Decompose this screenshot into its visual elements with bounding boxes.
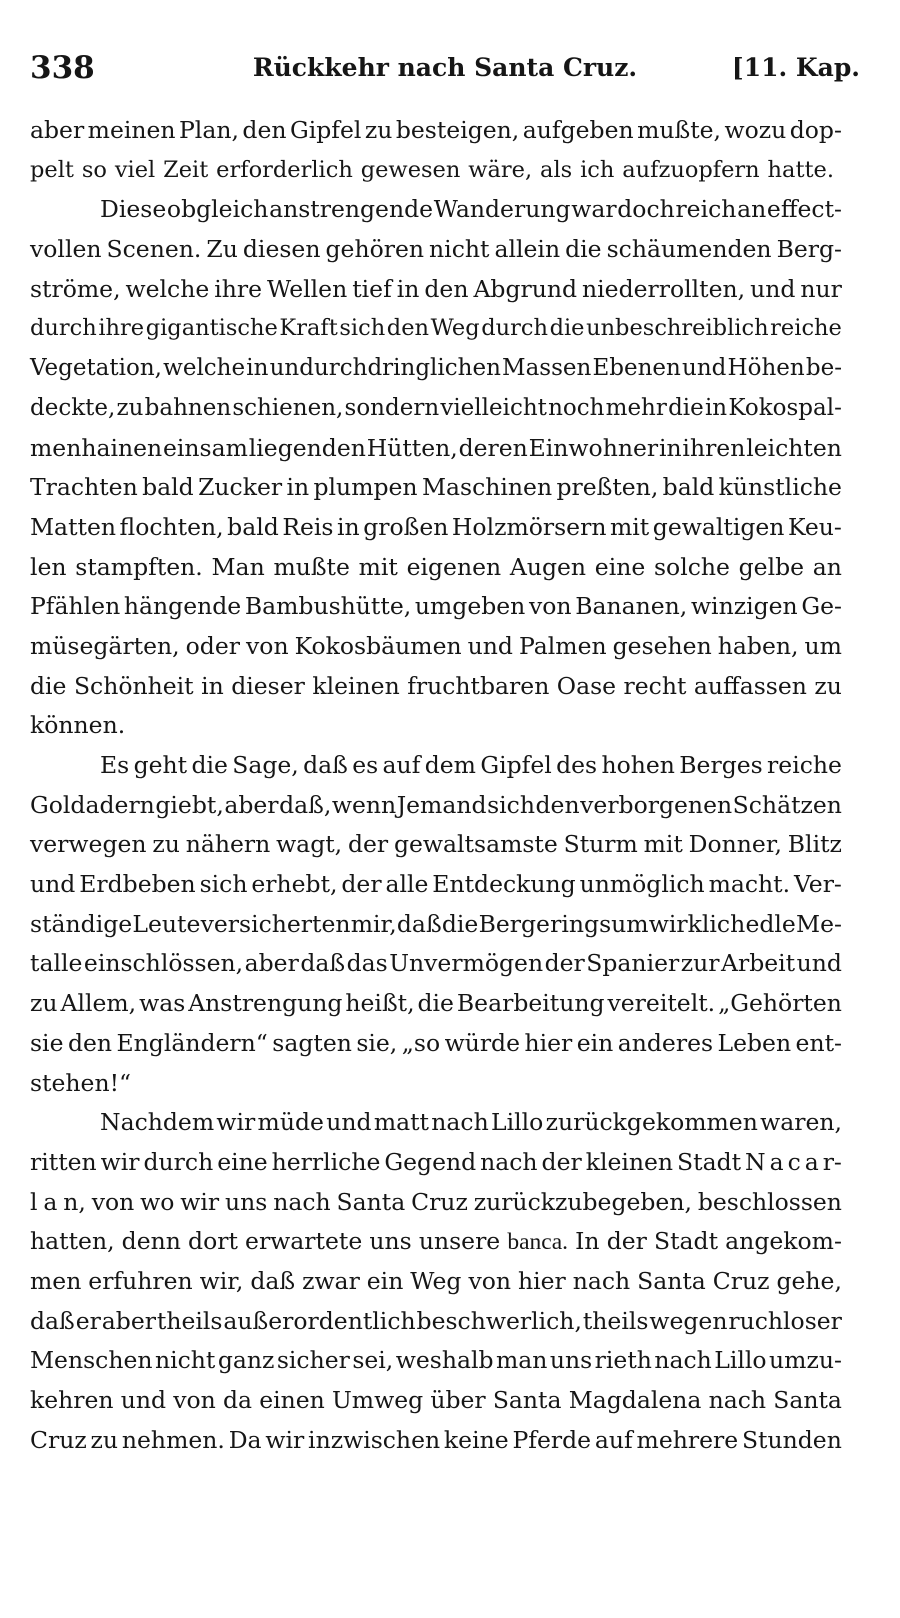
body-text xyxy=(30,111,842,1460)
text-line: men erfuhren wir, daß zwar ein Weg von hier nach Santa Cruz gehe, xyxy=(30,1266,842,1295)
text-line: ströme, welche ihre Wellen tief in den Abgrund niederrollten, und nur xyxy=(30,274,842,303)
text-line: menhainen einsam liegenden Hütten, deren Einwohner in ihren leichten xyxy=(30,433,842,462)
text-line: verwegen zu nähern wagt, der gewaltsamste Sturm mit Donner, Blitz xyxy=(30,830,842,859)
text-line: pelt so viel Zeit erforderlich gewesen wäre, als ich aufzuopfern hatte. xyxy=(30,156,835,183)
chapter-reference: [11. Kap. xyxy=(731,53,860,82)
text-line: sie den Engländern“ sagten sie, „so würde hier ein anderes Leben ent- xyxy=(30,1028,842,1057)
text-line: Vegetation, welche in undurchdringlichen Massen Ebenen und Höhen be- xyxy=(30,355,842,382)
text-line: Menschen nicht ganz sicher sei, weshalb man uns rieth nach Lillo umzu- xyxy=(30,1346,842,1375)
running-title: Rückkehr nach Santa Cruz. xyxy=(252,53,638,82)
text-line: hatten, denn dort erwartete uns unsere banca. In der Stadt angekom- xyxy=(30,1227,842,1256)
text-line: die Schönheit in dieser kleinen fruchtbaren Oase recht auffassen zu xyxy=(30,671,842,700)
page-number: 338 xyxy=(30,50,95,86)
text-line: Pfählen hängende Bambushütte, umgeben von Bananen, winzigen Ge- xyxy=(30,592,842,621)
text-line: ständige Leute versicherten mir, daß die Berge ringsum wirklich edle Me- xyxy=(30,909,842,938)
text-line: zu Allem, was Anstrengung heißt, die Bearbeitung vereitelt. „Gehörten xyxy=(30,989,842,1018)
text-line: Nachdem wir müde und matt nach Lillo zurückgekommen waren, xyxy=(100,1108,842,1137)
text-line: Matten flochten, bald Reis in großen Holzmörsern mit gewaltigen Keu- xyxy=(30,512,842,541)
text-line: Es geht die Sage, daß es auf dem Gipfel des hohen Berges reiche xyxy=(100,751,842,779)
text-line: Cruz zu nehmen. Da wir inzwischen keine Pferde auf mehrere Stunden xyxy=(30,1425,842,1454)
text-line: vollen Scenen. Zu diesen gehören nicht allein die schäumenden Berg- xyxy=(30,235,842,264)
text-line: deckte, zu bahnen schienen, sondern vielleicht noch mehr die in Kokospal- xyxy=(30,394,842,421)
text-line: müsegärten, oder von Kokosbäumen und Palmen gesehen haben, um xyxy=(30,631,842,660)
text-line: l a n, von wo wir uns nach Santa Cruz zurückzubegeben, beschlossen xyxy=(30,1187,842,1216)
text-line: Trachten bald Zucker in plumpen Maschinen preßten, bald künstliche xyxy=(30,473,842,502)
text-line: aber meinen Plan, den Gipfel zu besteigen, aufgeben mußte, wozu dop- xyxy=(30,116,842,144)
text-line: len stampften. Man mußte mit eigenen Augen eine solche gelbe an xyxy=(30,552,842,581)
text-line: talle einschlössen, aber daß das Unvermögen der Spanier zur Arbeit und xyxy=(30,949,842,978)
text-line: ritten wir durch eine herrliche Gegend nach der kleinen Stadt N a c a r- xyxy=(30,1147,842,1176)
text-line: durch ihre gigantische Kraft sich den Weg durch die unbeschreiblich reiche xyxy=(30,315,842,342)
text-line: daß er aber theils außerordentlich beschwerlich, theils wegen ruchloser xyxy=(30,1306,842,1335)
text-line: können. xyxy=(30,711,126,740)
text-line: kehren und von da einen Umweg über Santa Magdalena nach Santa xyxy=(30,1386,842,1414)
text-line: Goldadern giebt, aber daß, wenn Jemand sich den verborgenen Schätzen xyxy=(30,790,842,819)
page-header xyxy=(30,48,860,88)
text-line: stehen!“ xyxy=(30,1068,132,1097)
text-line: und Erdbeben sich erhebt, der alle Entdeckung unmöglich macht. Ver- xyxy=(30,870,842,899)
text-line: Diese obgleich anstrengende Wanderung war doch reich an effect- xyxy=(100,195,842,224)
